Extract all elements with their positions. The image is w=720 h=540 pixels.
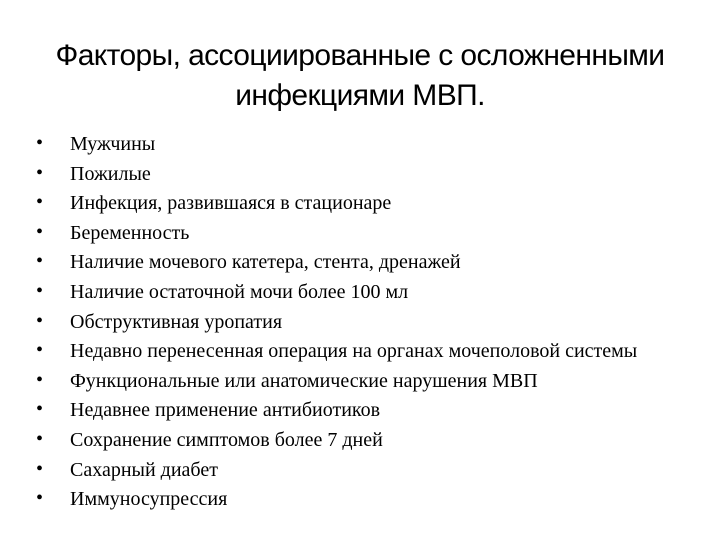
bullet-icon: • bbox=[36, 191, 44, 214]
bullet-text: Сахарный диабет bbox=[70, 458, 218, 481]
bullet-icon: • bbox=[36, 427, 44, 450]
bullet-item bbox=[36, 341, 696, 362]
bullet-icon: • bbox=[36, 487, 44, 510]
bullet-item bbox=[36, 252, 696, 273]
bullet-icon: • bbox=[36, 250, 44, 273]
bullet-text: Сохранение симптомов более 7 дней bbox=[70, 428, 383, 451]
bullet-text: Инфекция, развившаяся в стационаре bbox=[70, 192, 392, 215]
bullet-icon: • bbox=[36, 339, 44, 362]
bullet-item bbox=[36, 220, 696, 244]
slide-title bbox=[30, 36, 690, 116]
bullet-text: Обструктивная уропатия bbox=[70, 310, 283, 333]
bullet-text: Мужчины bbox=[70, 133, 156, 155]
bullet-item bbox=[36, 400, 696, 421]
bullet-text: Иммуносупрессия bbox=[70, 488, 228, 511]
bullet-item bbox=[36, 279, 696, 303]
bullet-text: Беременность bbox=[70, 221, 190, 244]
bullet-icon: • bbox=[36, 279, 44, 302]
bullet-item bbox=[36, 368, 696, 392]
bullet-icon: • bbox=[36, 457, 44, 480]
bullet-item bbox=[36, 427, 696, 451]
bullet-icon: • bbox=[36, 220, 44, 243]
bullet-item bbox=[36, 134, 696, 155]
bullet-icon: • bbox=[36, 398, 44, 421]
bullet-text: Наличие мочевого катетера, стента, дренажей bbox=[70, 251, 461, 274]
slide-title-line-2: инфекциями МВП. bbox=[235, 79, 485, 112]
bullet-item bbox=[36, 489, 696, 510]
bullet-text: Недавно перенесенная операция на органах мочеполовой системы bbox=[70, 340, 638, 363]
bullet-icon: • bbox=[36, 132, 44, 154]
bullet-list bbox=[36, 134, 696, 519]
bullet-item bbox=[36, 309, 696, 333]
bullet-text: Пожилые bbox=[70, 162, 151, 185]
bullet-icon: • bbox=[36, 309, 44, 332]
bullet-icon: • bbox=[36, 368, 44, 391]
bullet-item bbox=[36, 457, 696, 481]
bullet-text: Функциональные или анатомические нарушения МВП bbox=[70, 369, 538, 392]
bullet-item bbox=[36, 161, 696, 185]
bullet-icon: • bbox=[36, 161, 44, 184]
bullet-text: Недавнее применение антибиотиков bbox=[70, 399, 381, 422]
bullet-text: Наличие остаточной мочи более 100 мл bbox=[70, 280, 409, 303]
bullet-item bbox=[36, 193, 696, 214]
slide-title-line-1: Факторы, ассоциированные с осложненными bbox=[55, 39, 665, 72]
